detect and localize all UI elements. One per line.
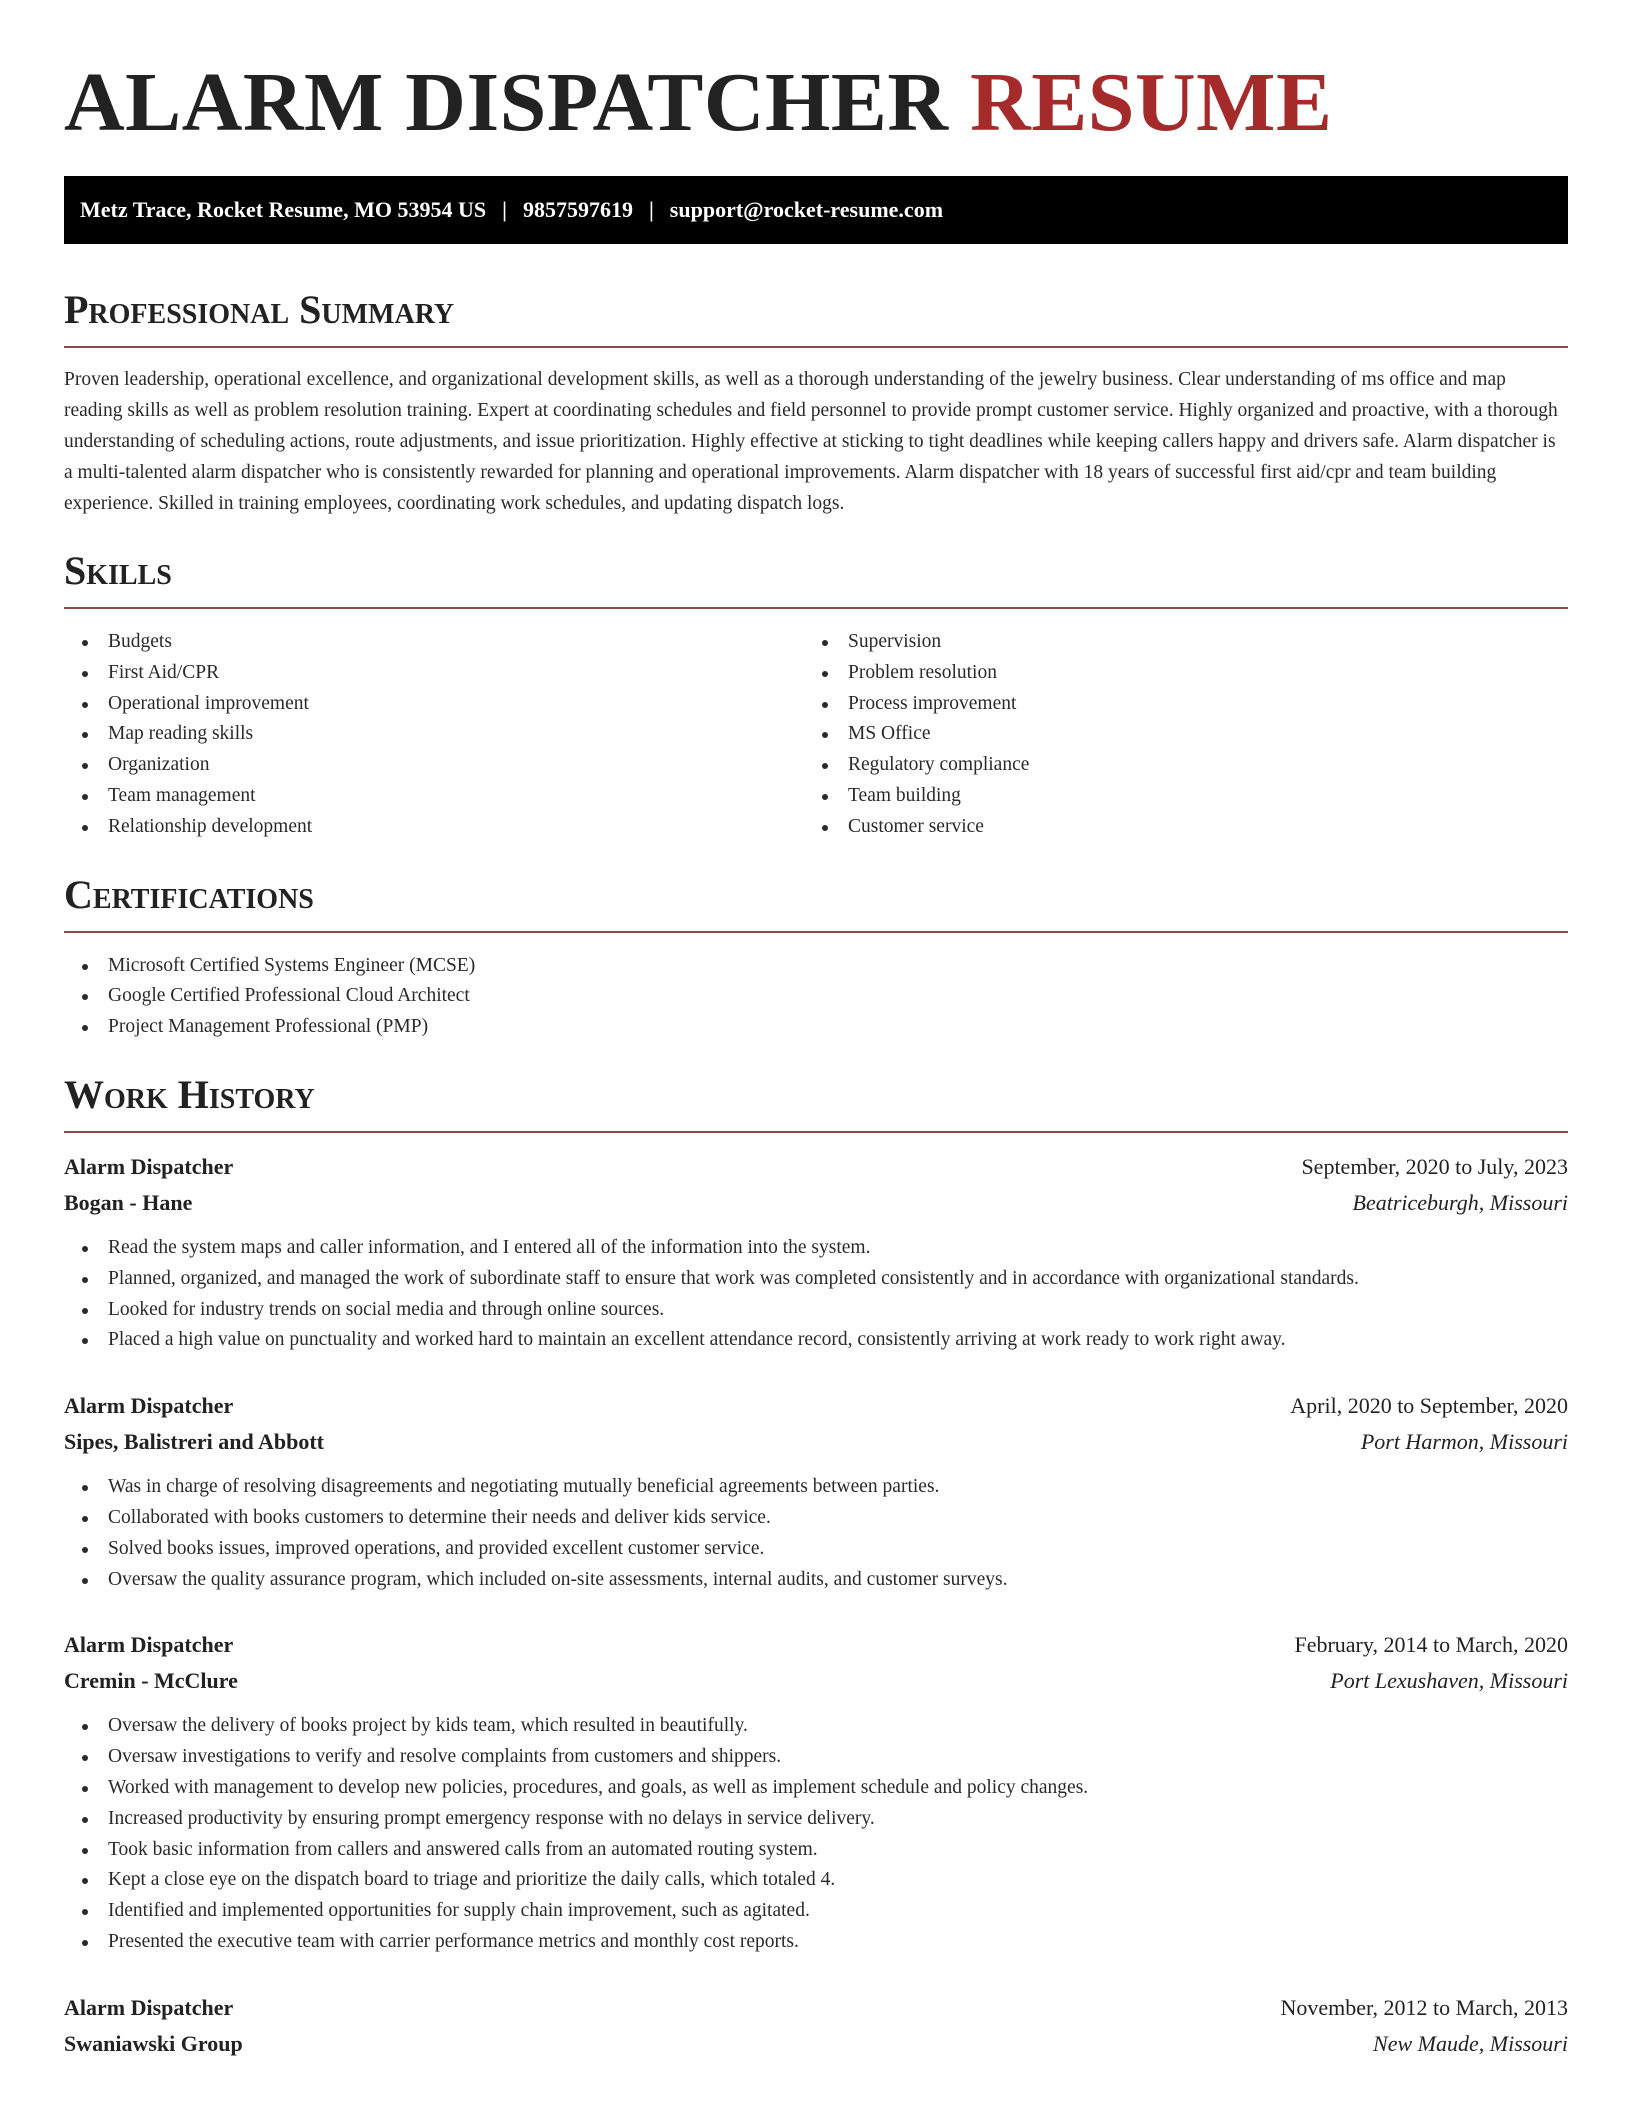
section-divider (64, 931, 1568, 933)
job-bullet: Oversaw the delivery of books project by kids team, which resulted in beautifully. (64, 1711, 1568, 1742)
section-title-skills: Skills (64, 548, 172, 593)
job-bullet: Oversaw investigations to verify and resolve complaints from customers and shippers. (64, 1742, 1568, 1773)
certifications-section (64, 871, 1568, 1043)
job-bullet: Oversaw the quality assurance program, which included on-site assessments, internal audits, and customer surveys. (64, 1565, 1568, 1596)
work-history-section (64, 1071, 1568, 2062)
section-title-work-history: Work History (64, 1071, 315, 1117)
job-entry (64, 1388, 1568, 1595)
skill-item: Organization (64, 750, 804, 781)
skills-list-left (64, 627, 804, 843)
job-bullet: Kept a close eye on the dispatch board to triage and prioritize the daily calls, which totaled 4. (64, 1865, 1568, 1896)
job-bullet: Presented the executive team with carrier performance metrics and monthly cost reports. (64, 1927, 1568, 1958)
job-bullet: Was in charge of resolving disagreements and negotiating mutually beneficial agreements between parties. (64, 1472, 1568, 1503)
title-main: ALARM DISPATCHER (64, 56, 949, 149)
section-divider (64, 1131, 1568, 1133)
section-title-certifications: Certifications (64, 871, 314, 917)
job-bullet: Looked for industry trends on social media and through online sources. (64, 1295, 1568, 1326)
job-company: Sipes, Balistreri and Abbott (64, 1429, 324, 1455)
skill-item: Process improvement (804, 689, 1544, 720)
skill-item: MS Office (804, 719, 1544, 750)
job-dates: February, 2014 to March, 2020 (1294, 1632, 1568, 1658)
job-company: Bogan - Hane (64, 1189, 193, 1215)
skill-item: First Aid/CPR (64, 658, 804, 689)
certifications-list (64, 951, 1568, 1043)
job-entry (64, 1627, 1568, 1957)
contact-bar (64, 176, 1568, 244)
resume-title (64, 0, 1568, 148)
job-entry (64, 1990, 1568, 2062)
job-title: Alarm Dispatcher (64, 1632, 234, 1658)
job-bullet-list (64, 1233, 1568, 1356)
certification-item: Microsoft Certified Systems Engineer (MCSE) (64, 951, 1568, 982)
job-location: Port Harmon, Missouri (1360, 1429, 1568, 1455)
job-subheader (64, 1424, 1568, 1460)
section-divider (64, 346, 1568, 348)
skills-section (64, 547, 1568, 843)
job-company: Swaniawski Group (64, 2030, 243, 2056)
job-location: Port Lexushaven, Missouri (1330, 1668, 1568, 1694)
skill-item: Customer service (804, 812, 1544, 843)
skill-item: Relationship development (64, 812, 804, 843)
job-bullet: Increased productivity by ensuring prompt emergency response with no delays in service delivery. (64, 1804, 1568, 1835)
skill-item: Team management (64, 781, 804, 812)
skill-item: Problem resolution (804, 658, 1544, 689)
job-subheader (64, 1663, 1568, 1699)
certification-item: Google Certified Professional Cloud Architect (64, 981, 1568, 1012)
summary-text: Proven leadership, operational excellence, and organizational development skills, as well as a thorough understanding of the jewelry business. Clear understanding of ms office and map reading skills as well as problem resolution training. Expert at coordinating schedules and field personnel to provide prompt customer service. Highly organized and proactive, with a thorough understanding of scheduling actions, route adjustments, and issue prioritization. Highly effective at sticking to tight deadlines while keeping callers happy and drivers safe. Alarm dispatcher is a multi-talented alarm dispatcher who is consistently rewarded for planning and operational improvements. Alarm dispatcher with 18 years of successful first aid/cpr and team building experience. Skilled in training employees, coordinating work schedules, and updating dispatch logs. (64, 369, 1558, 514)
job-bullet: Planned, organized, and managed the work of subordinate staff to ensure that work was completed consistently and in accordance with organizational standards. (64, 1264, 1568, 1295)
job-entry (64, 1149, 1568, 1356)
skill-item: Team building (804, 781, 1544, 812)
skill-item: Map reading skills (64, 719, 804, 750)
job-bullet: Identified and implemented opportunities for supply chain improvement, such as agitated. (64, 1896, 1568, 1927)
contact-separator: | (502, 197, 507, 222)
section-divider (64, 607, 1568, 609)
title-accent: RESUME (970, 56, 1333, 149)
job-header (64, 1627, 1568, 1663)
job-dates: November, 2012 to March, 2013 (1280, 1994, 1568, 2020)
certification-item: Project Management Professional (PMP) (64, 1012, 1568, 1043)
section-title-summary: Professional Summary (64, 287, 455, 332)
job-location: Beatriceburgh, Missouri (1352, 1189, 1568, 1215)
job-bullet-list (64, 1711, 1568, 1957)
job-title: Alarm Dispatcher (64, 1393, 234, 1419)
job-header (64, 1388, 1568, 1424)
resume-page (64, 0, 1568, 2062)
job-bullet: Collaborated with books customers to determine their needs and deliver kids service. (64, 1503, 1568, 1534)
job-header (64, 1990, 1568, 2026)
skills-grid (64, 627, 1568, 843)
skill-item: Operational improvement (64, 689, 804, 720)
job-header (64, 1149, 1568, 1185)
job-subheader (64, 2026, 1568, 2062)
skill-item: Budgets (64, 627, 804, 658)
job-company: Cremin - McClure (64, 1668, 238, 1694)
contact-email: support@rocket-resume.com (669, 197, 944, 222)
summary-section (64, 286, 1568, 519)
job-bullet: Took basic information from callers and answered calls from an automated routing system. (64, 1835, 1568, 1866)
job-location: New Maude, Missouri (1373, 2030, 1568, 2056)
job-bullet: Worked with management to develop new policies, procedures, and goals, as well as implement schedule and policy changes. (64, 1773, 1568, 1804)
job-bullet: Read the system maps and caller information, and I entered all of the information into the system. (64, 1233, 1568, 1264)
job-bullet-list (64, 1472, 1568, 1595)
job-subheader (64, 1185, 1568, 1221)
job-bullet: Placed a high value on punctuality and worked hard to maintain an excellent attendance record, consistently arriving at work ready to work right away. (64, 1325, 1568, 1356)
contact-separator: | (648, 197, 654, 222)
contact-phone: 9857597619 (522, 197, 633, 222)
skill-item: Supervision (804, 627, 1544, 658)
skill-item: Regulatory compliance (804, 750, 1544, 781)
job-dates: September, 2020 to July, 2023 (1301, 1153, 1568, 1179)
job-bullet: Solved books issues, improved operations, and provided excellent customer service. (64, 1534, 1568, 1565)
job-title: Alarm Dispatcher (64, 1994, 234, 2020)
contact-address: Metz Trace, Rocket Resume, MO 53954 US (80, 197, 487, 222)
job-title: Alarm Dispatcher (64, 1153, 234, 1179)
skills-list-right (804, 627, 1544, 843)
job-dates: April, 2020 to September, 2020 (1290, 1393, 1568, 1419)
